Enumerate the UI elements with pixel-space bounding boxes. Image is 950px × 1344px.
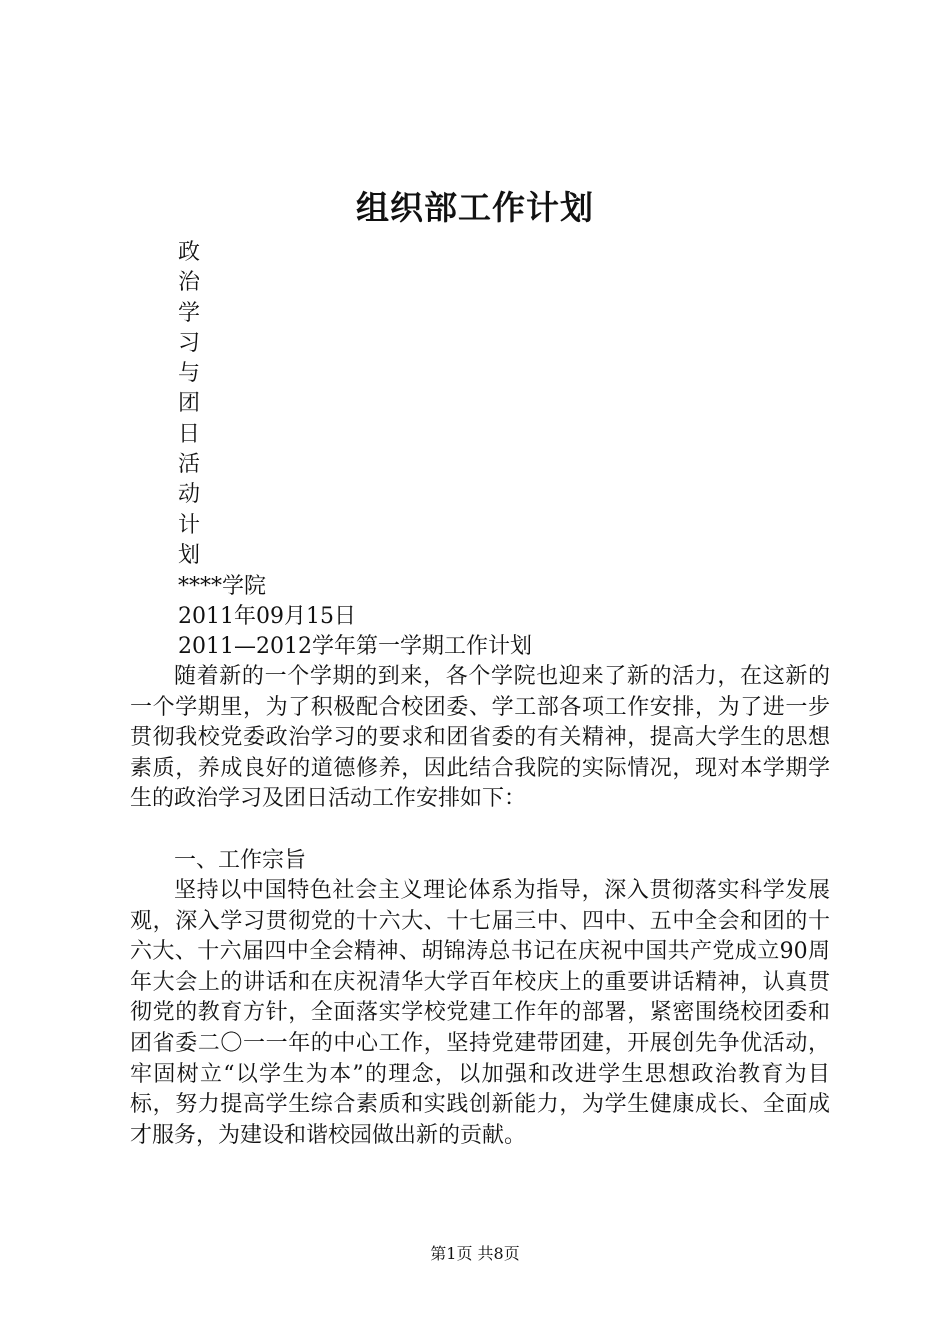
page-footer: 第1页 共8页 [430,1244,520,1263]
vertical-char: 计 [178,512,201,538]
vertical-char: 划 [178,542,201,568]
plan-title: 2011—2012学年第一学期工作计划 [178,634,532,659]
vertical-char: 日 [178,421,201,447]
vertical-char: 学 [178,300,201,326]
vertical-char: 团 [178,391,201,417]
intro-paragraph: 随着新的一个学期的到来，各个学院也迎来了新的活力，在这新的一个学期里，为了积极配合校团委、学工部各项工作安排，为了进一步贯彻我校党委政治学习的要求和团省委的有关精神，提高大学生的思想素质，养成良好的道德修养，因此结合我院的实际情况，现对本学期学生的政治学习及团日活动工作安排如下： [130,664,830,812]
vertical-char: 动 [178,482,201,508]
section-heading: 一、工作宗旨 [174,848,307,873]
vertical-char: 习 [178,330,201,356]
vertical-char: 活 [178,452,201,478]
document-date: 2011年09月15日 [178,604,356,629]
vertical-char: 与 [178,361,201,387]
vertical-char: 治 [178,270,201,296]
document-title: 组织部工作计划 [356,188,594,227]
vertical-subtitle [178,238,218,571]
college-name: ****学院 [178,574,267,599]
vertical-char: 政 [178,240,201,265]
section-paragraph: 坚持以中国特色社会主义理论体系为指导，深入贯彻落实科学发展观，深入学习贯彻党的十六大、十七届三中、四中、五中全会和团的十六大、十六届四中全会精神、胡锦涛总书记在庆祝中国共产党成立90周年大会上的讲话和在庆祝清华大学百年校庆上的重要讲话精神，认真贯彻党的教育方针，全面落实学校党建工作年的部署，紧密围绕校团委和团省委二〇一一年的中心工作，坚持党建带团建，开展创先争优活动，牢固树立“以学生为本”的理念，以加强和改进学生思想政治教育为目标，努力提高学生综合素质和实践创新能力，为学生健康成长、全面成才服务，为建设和谐校园做出新的贡献。 [130,878,830,1148]
